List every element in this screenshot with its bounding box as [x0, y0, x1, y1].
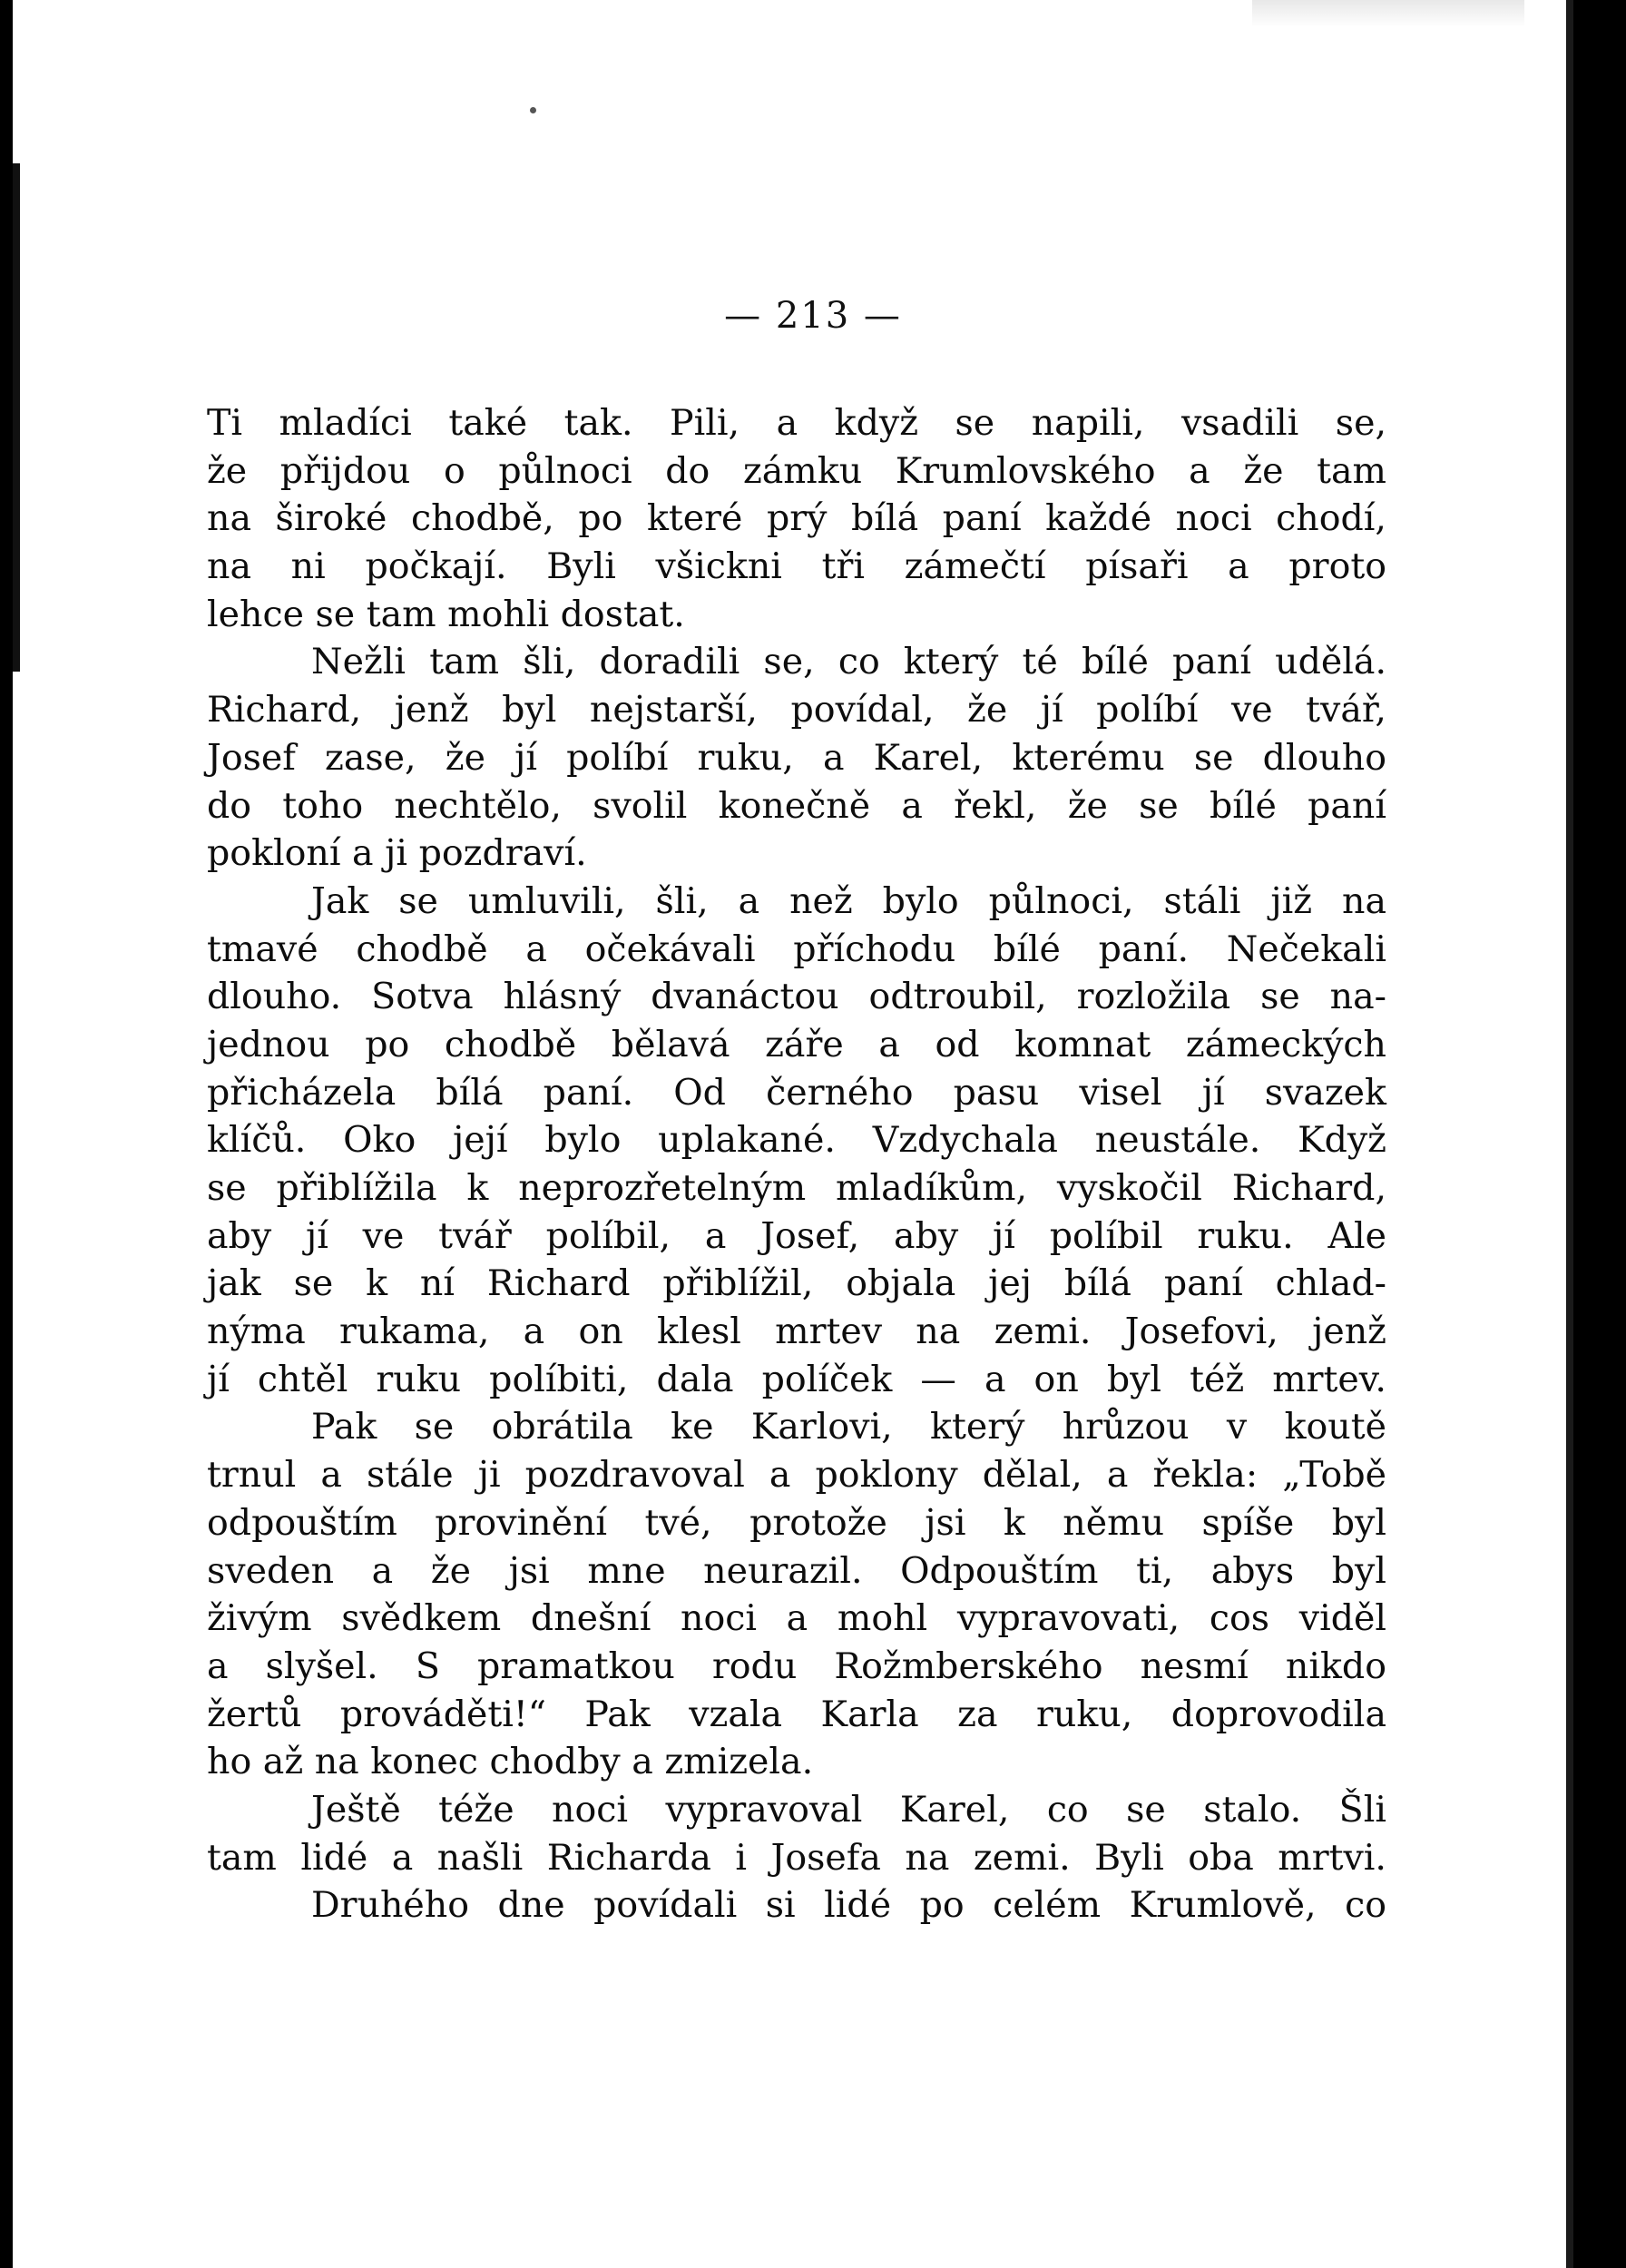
text-line: Ti mladíci také tak. Pili, a když se napili, vsadili se,: [207, 402, 1386, 444]
scan-speck: [530, 107, 536, 113]
text-line: jak se k ní Richard přiblížil, objala jej bílá paní chlad-: [207, 1262, 1386, 1305]
text-line: a slyšel. S pramatkou rodu Rožmberského nesmí nikdo: [207, 1645, 1386, 1687]
text-line: nýma rukama, a on klesl mrtev na zemi. Josefovi, jenž: [207, 1311, 1386, 1353]
text-line: jí chtěl ruku políbiti, dala políček — a on byl též mrtev.: [207, 1358, 1386, 1400]
text-line: lehce se tam mohli dostat.: [207, 593, 685, 635]
scan-left-shadow: [13, 163, 20, 672]
text-line: sveden a že jsi mne neurazil. Odpouštím ti, abys byl: [207, 1549, 1386, 1592]
scan-left-border: [0, 0, 13, 2268]
text-line: jednou po chodbě bělavá záře a od komnat zámeckých: [207, 1023, 1386, 1065]
text-line: trnul a stále ji pozdravoval a poklony dělal, a řekla: „Tobě: [207, 1454, 1386, 1497]
text-line: na široké chodbě, po které prý bílá paní každé noci chodí,: [207, 497, 1386, 540]
text-line: pokloní a ji pozdraví.: [207, 832, 587, 875]
text-line: ho až na konec chodby a zmizela.: [207, 1741, 814, 1783]
scan-right-shadow: [1566, 0, 1573, 2268]
text-line: Josef zase, že jí políbí ruku, a Karel, kterému se dlouho: [207, 736, 1386, 779]
text-line: na ni počkají. Byli všickni tři zámečtí písaři a proto: [207, 545, 1386, 588]
text-line: do toho nechtělo, svolil konečně a řekl, že se bílé paní: [207, 784, 1386, 827]
text-line: aby jí ve tvář políbil, a Josef, aby jí políbil ruku. Ale: [207, 1214, 1386, 1257]
text-line: Pak se obrátila ke Karlovi, který hrůzou v koutě: [311, 1406, 1386, 1448]
text-line: Nežli tam šli, doradili se, co který té bílé paní udělá.: [311, 641, 1386, 683]
text-line: Richard, jenž byl nejstarší, povídal, že jí políbí ve tvář,: [207, 689, 1386, 731]
text-line: tmavé chodbě a očekávali příchodu bílé paní. Nečekali: [207, 928, 1386, 970]
text-line: živým svědkem dnešní noci a mohl vypravovati, cos viděl: [207, 1597, 1386, 1640]
text-line: tam lidé a našli Richarda i Josefa na zemi. Byli oba mrtvi.: [207, 1836, 1386, 1879]
text-line: Druhého dne povídali si lidé po celém Krumlově, co: [311, 1884, 1386, 1927]
body-text: [207, 399, 1386, 1929]
text-line: klíčů. Oko její bylo uplakané. Vzdychala neustále. Když: [207, 1119, 1386, 1162]
text-line: žertů prováděti!“ Pak vzala Karla za ruku, doprovodila: [207, 1693, 1386, 1735]
text-line: odpouštím provinění tvé, protože jsi k němu spíše byl: [207, 1501, 1386, 1544]
text-line: Ještě téže noci vypravoval Karel, co se stalo. Šli: [311, 1788, 1386, 1831]
scan-right-border: [1573, 0, 1626, 2268]
text-line: že přijdou o půlnoci do zámku Krumlovského a že tam: [207, 449, 1386, 492]
text-line: Jak se umluvili, šli, a než bylo půlnoci, stáli již na: [311, 879, 1386, 922]
text-line: se přiblížila k neprozřetelným mladíkům, vyskočil Richard,: [207, 1167, 1386, 1209]
page-number: — 213 —: [724, 295, 902, 337]
text-line: přicházela bílá paní. Od černého pasu visel jí svazek: [207, 1071, 1386, 1114]
text-line: dlouho. Sotva hlásný dvanáctou odtroubil, rozložila se na-: [207, 976, 1386, 1018]
scan-smudge: [1252, 0, 1524, 27]
